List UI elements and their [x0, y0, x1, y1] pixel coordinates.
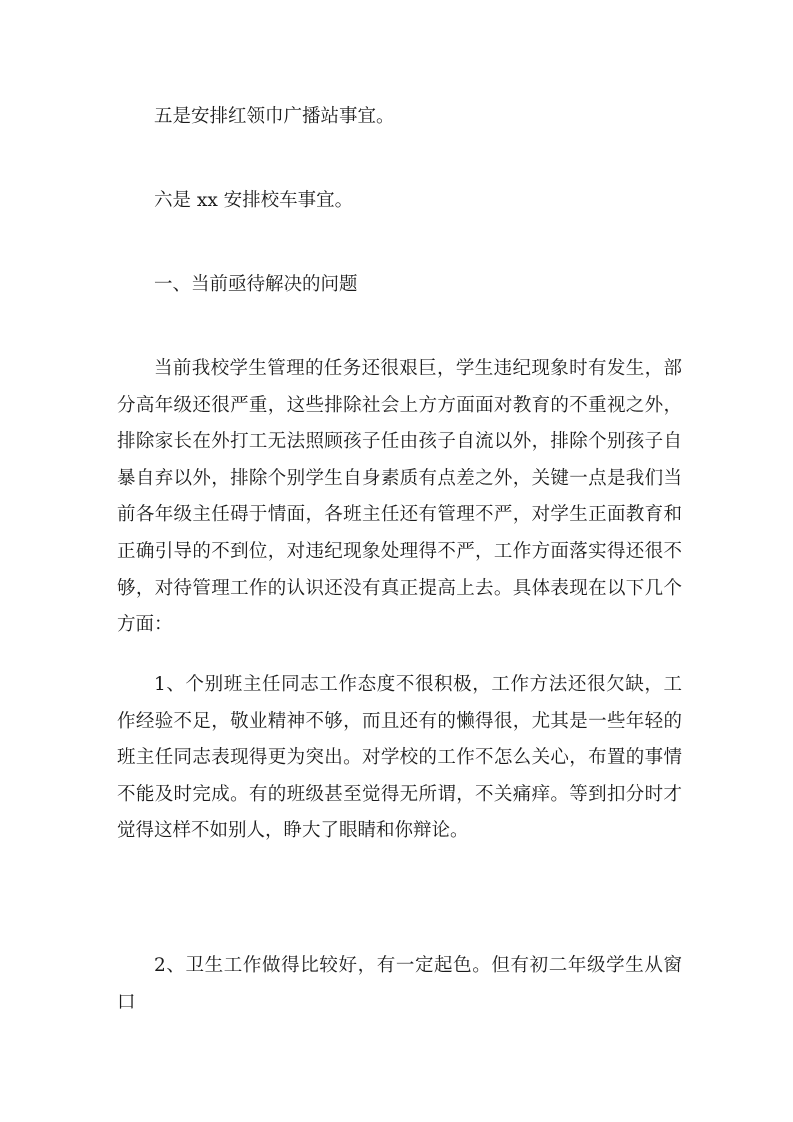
paragraph-point-1: 1、个别班主任同志工作态度不很积极，工作方法还很欠缺，工作经验不足，敬业精神不够，而且还有的懒得很，尤其是一些年轻的班主任同志表现得更为突出。对学校的工作不怎么关心，布置的事情不能及时完成。有的班级甚至觉得无所谓，不关痛痒。等到扣分时才觉得这样不如别人，睁大了眼睛和你辩论。: [117, 674, 682, 842]
paragraph-current-situation: 当前我校学生管理的任务还很艰巨，学生违纪现象时有发生，部分高年级还很严重，这些排除社会上方方面面对教育的不重视之外，排除家长在外打工无法照顾孩子任由孩子自流以外，排除个别孩子自暴自弃以外，排除个别学生自身素质有点差之外，关键一点是我们当前各年级主任碍于情面，各班主任还有管理不严，对学生正面教育和正确引导的不到位，对违纪现象处理得不严，工作方面落实得还很不够，对待管理工作的认识还没有真正提高上去。具体表现在以下几个方面：: [117, 358, 682, 636]
paragraph-item-six: 六是 xx 安排校车事宜。: [154, 190, 354, 211]
paragraph-item-five: 五是安排红领巾广播站事宜。: [154, 106, 395, 127]
section-heading-problems: 一、当前亟待解决的问题: [154, 274, 358, 295]
paragraph-point-2: 2、卫生工作做得比较好，有一定起色。但有初二年级学生从窗口: [117, 955, 682, 1013]
